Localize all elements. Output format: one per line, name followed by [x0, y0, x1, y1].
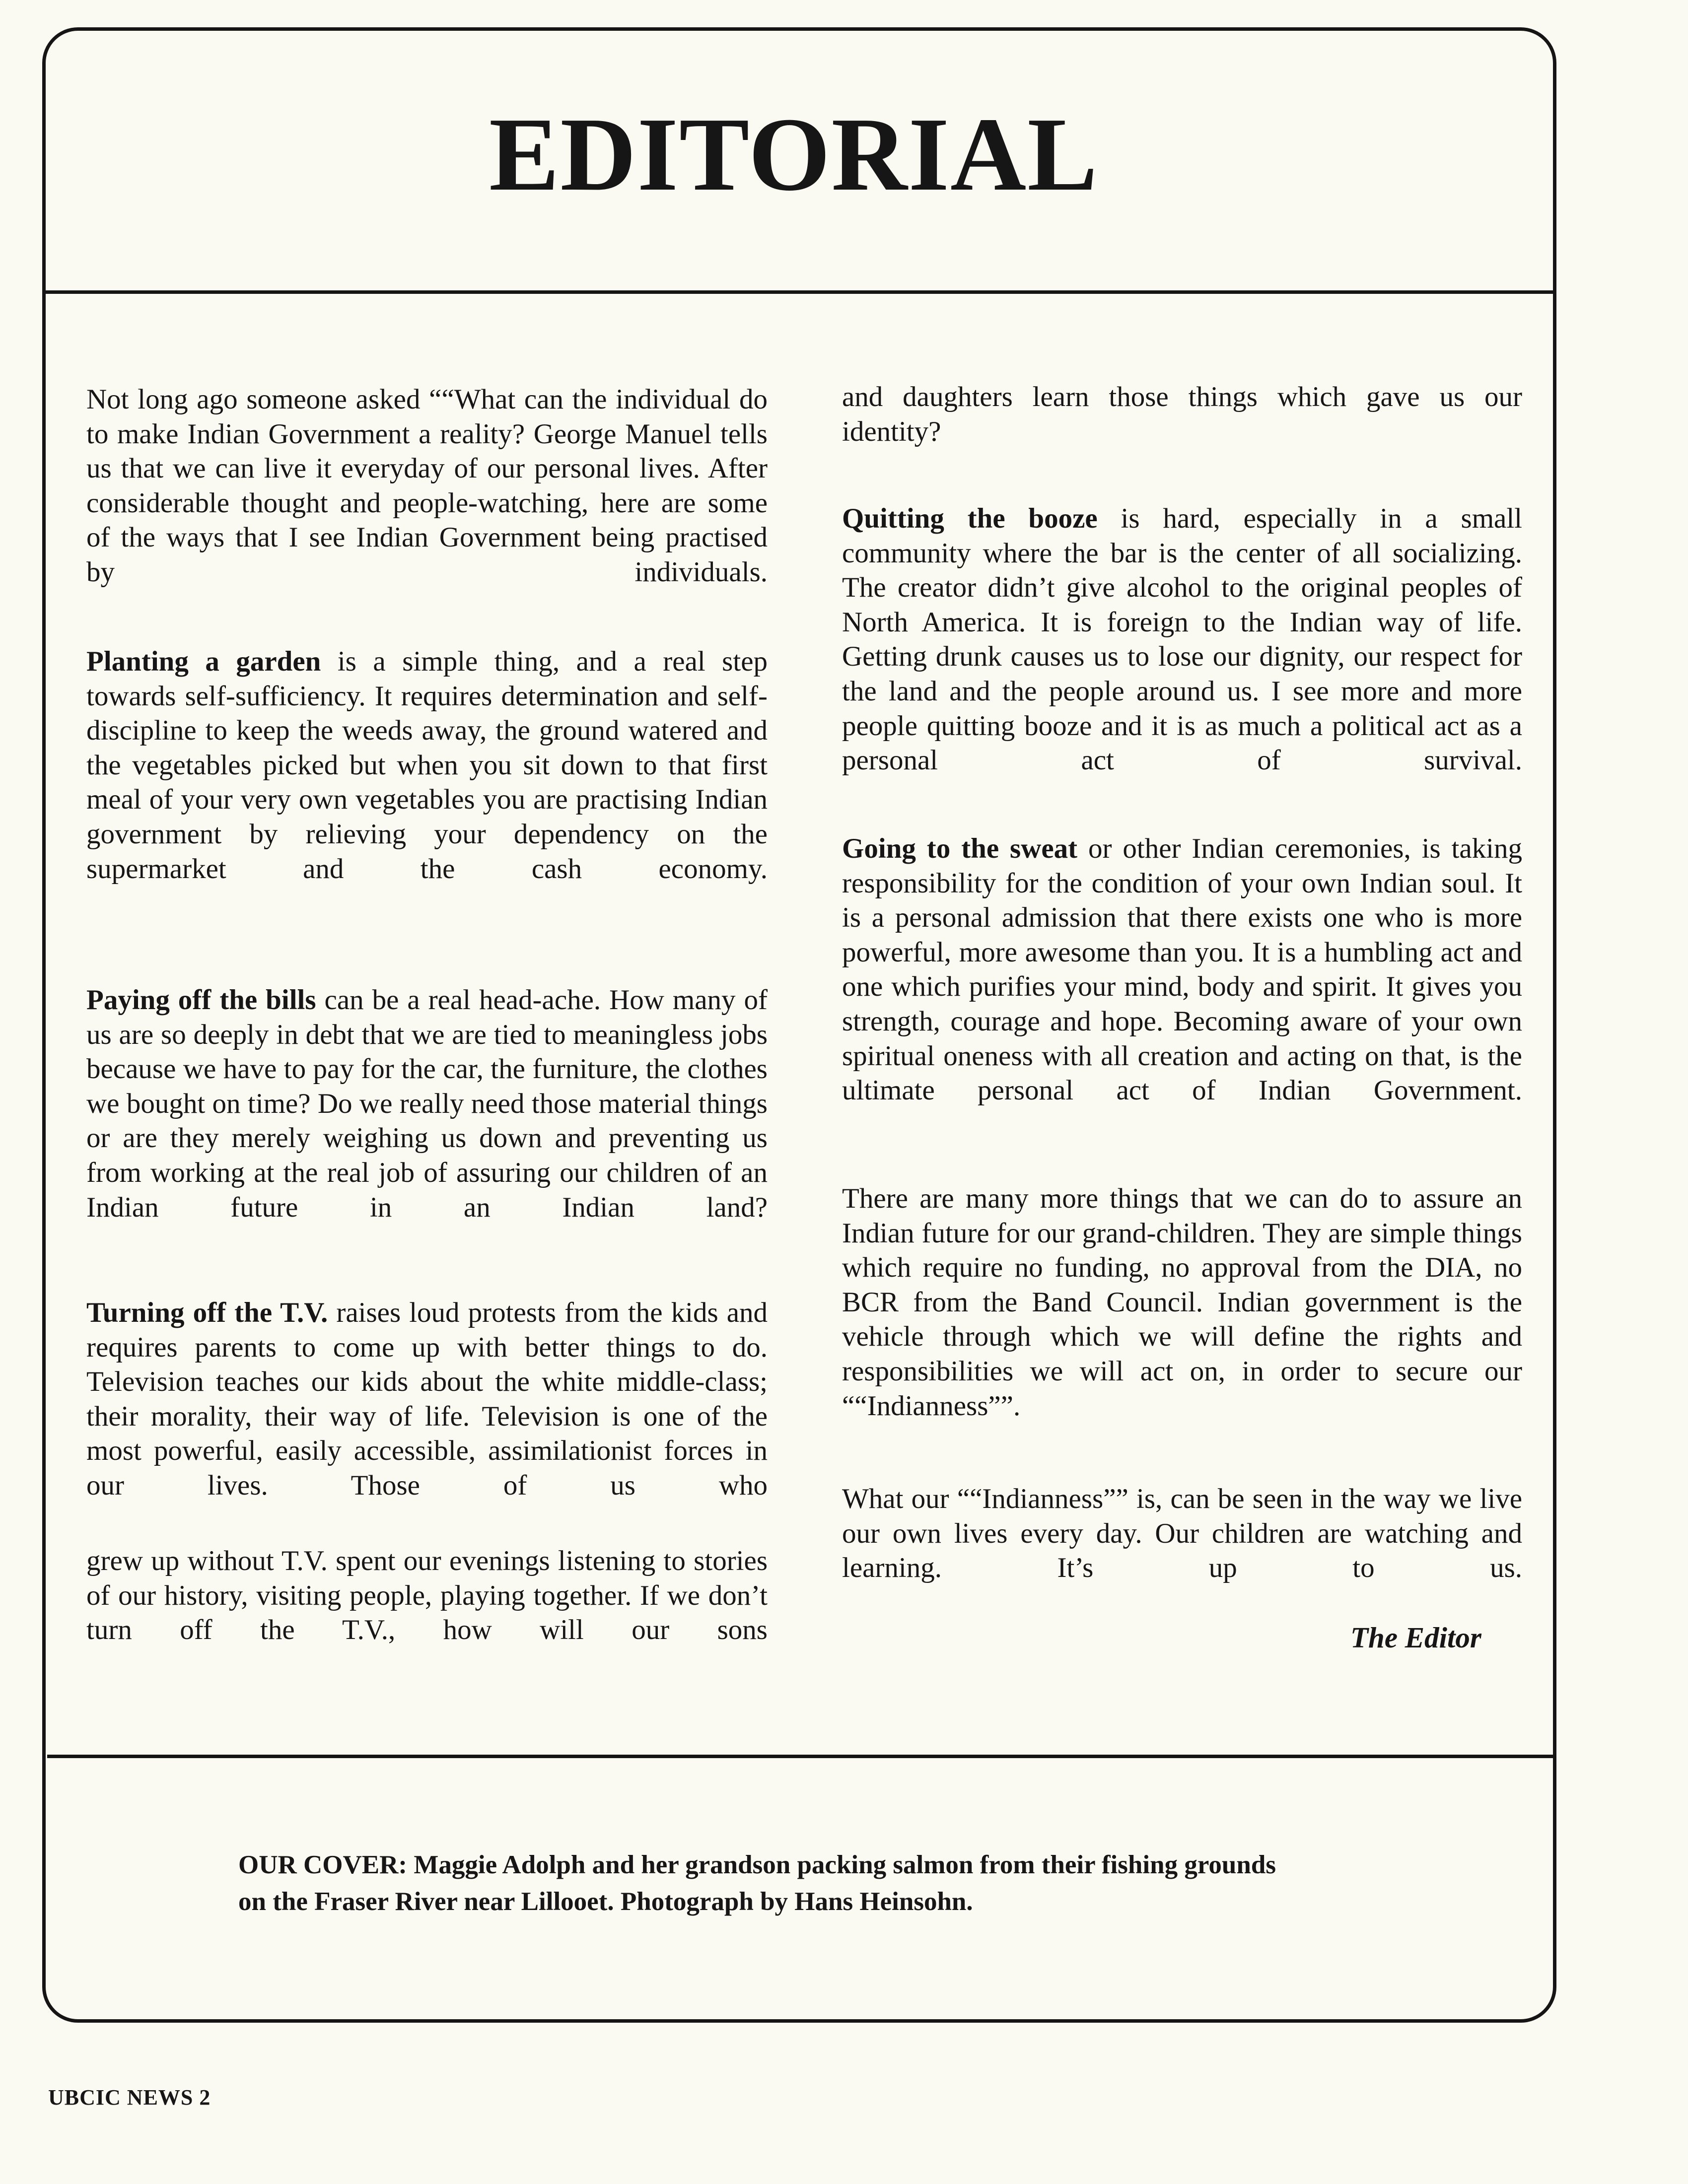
page-footer: UBCIC NEWS 2 [48, 2085, 211, 2110]
booze-paragraph: Quitting the booze is hard, especially in a small community where the bar is the center of all socializing. The creator didn’t give alcohol to the original peoples of North America. It is foreign to the Indian way of life. Getting drunk causes us to lose our dignity, our respect for the land and the people around us. I see more and more people quitting booze and it is as much a political act as a personal act of survival. [842, 503, 1522, 776]
tv-heading: Turning off the T.V. [86, 1297, 328, 1328]
header-divider [42, 290, 1556, 294]
bills-paragraph: Paying off the bills can be a real head-ache. How many of us are so deeply in debt that we are tied to meaningless jobs because we have to pay for the car, the furniture, the clothes we bought on time? Do we really need those material things or are they merely weighing us down and preventing us from working at the real job of assuring our children of an Indian future in an Indian land? [86, 984, 768, 1223]
cover-caption: OUR COVER: Maggie Adolph and her grandson packing salmon from their fishing grounds on the Fraser River near Lillooet. Photograph by Hans Heinsohn. [238, 1850, 1276, 1916]
cover-divider [47, 1755, 1556, 1758]
sweat-paragraph: Going to the sweat or other Indian ceremonies, is taking responsibility for the condition of your own Indian soul. It is a personal admission that there exists one who is more powerful, more awesome than you. It is a humbling act and one which purifies your mind, body and spirit. It gives you strength, courage and hope. Becoming aware of your own spiritual oneness with all creation and acting on that, is the ultimate personal act of Indian Government. [842, 833, 1522, 1106]
bills-heading: Paying off the bills [86, 984, 316, 1016]
garden-paragraph: Planting a garden is a simple thing, and a real step towards self-sufficiency. It requires determination and self-discipline to keep the weeds away, the ground watered and the vegetables picked but when you sit down to that first meal of your very own vegetables you are practising Indian government by relieving your dependency on the supermarket and the cash economy. [86, 646, 768, 885]
garden-heading: Planting a garden [86, 646, 321, 677]
sweat-heading: Going to the sweat [842, 833, 1078, 864]
tv-continued-paragraph: grew up without T.V. spent our evenings listening to stories of our history, visiting people, playing together. If we don’t turn off the T.V., how will our sons [86, 1545, 768, 1646]
tv-paragraph: Turning off the T.V. raises loud protests from the kids and requires parents to come up with better things to do. Television teaches our kids about the white middle-class; their morality, their way of life. Television is one of the most powerful, easily accessible, assimilationist forces in our lives. Those of us who [86, 1297, 768, 1501]
more-things-paragraph: There are many more things that we can do to assure an Indian future for our grand-children. They are simple things which require no funding, no approval from the DIA, no BCR from the Band Council. Indian government is the vehicle through which we will define the rights and responsibilities we will act on, in order to secure our ““Indianness””. [842, 1183, 1522, 1422]
intro-paragraph: Not long ago someone asked ““What can the individual do to make Indian Government a reality? George Manuel tells us that we can live it everyday of our personal lives. After considerable thought and people-watching, here are some of the ways that I see Indian Government being practised by individuals. [86, 384, 768, 588]
indianness-paragraph: What our ““Indianness”” is, can be seen in the way we live our own lives every day. Our children are watching and learning. It’s up to us. [842, 1483, 1522, 1584]
identity-paragraph: and daughters learn those things which gave us our identity? [842, 381, 1522, 447]
editor-signature: The Editor [1350, 1621, 1481, 1654]
booze-heading: Quitting the booze [842, 503, 1098, 534]
page-title: EDITORIAL [489, 96, 1099, 212]
